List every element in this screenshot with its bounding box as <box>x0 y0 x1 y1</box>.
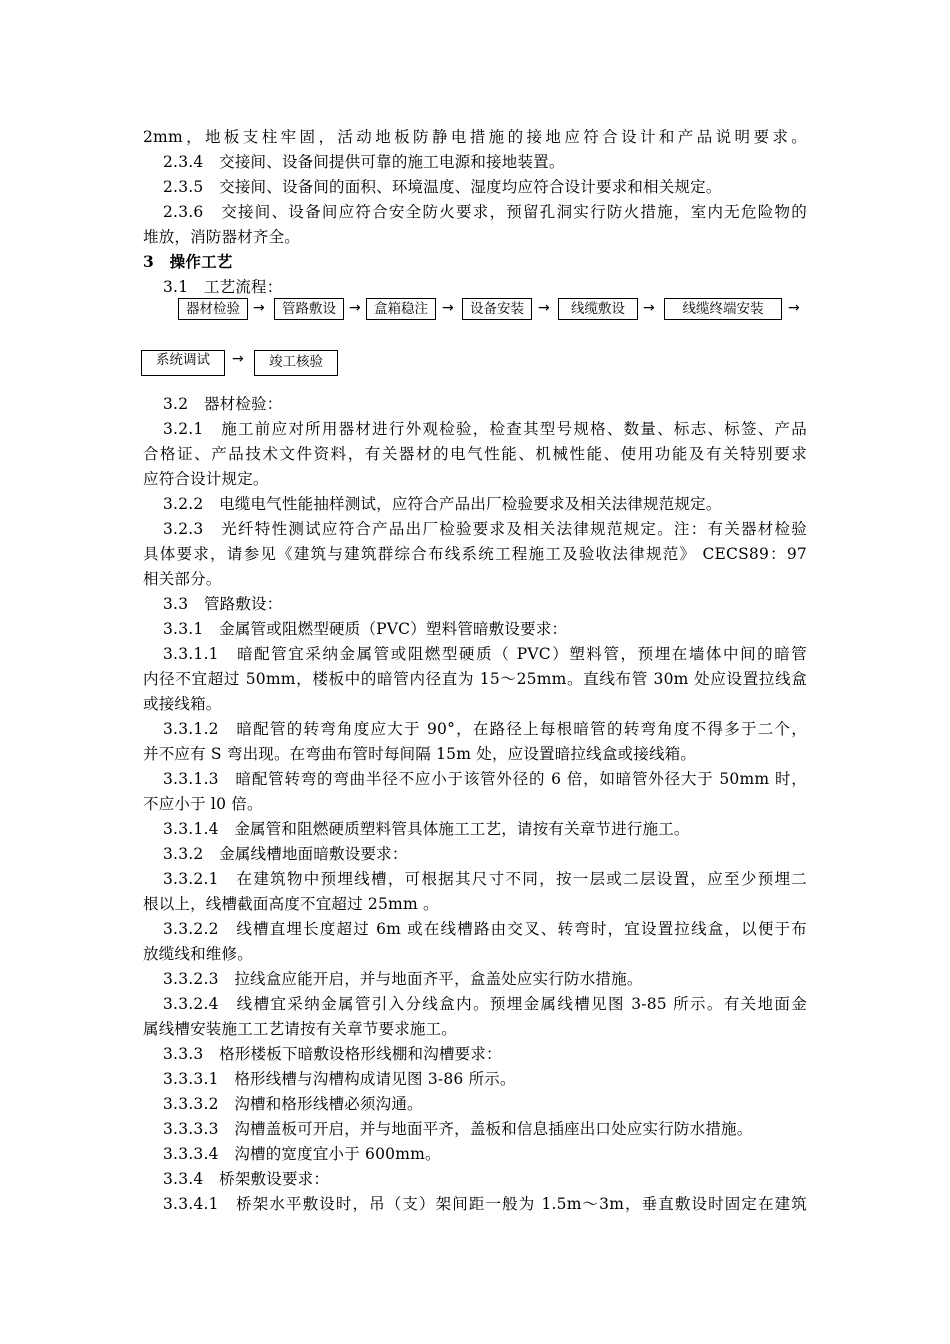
text-line: 3.3 管路敷设： <box>163 595 283 613</box>
text-line: 3.2.2 电缆电气性能抽样测试，应符合产品出厂检验要求及相关法律规范规定。 <box>163 495 722 513</box>
flow-step-box: 管路敷设 <box>274 298 344 320</box>
text-line: 3.3.1.2 暗配管的转弯角度应大于 90°，在路径上每根暗管的转弯角度不得多于二个， <box>163 720 807 738</box>
text-line: 并不应有 S 弯出现。在弯曲布管时每间隔 15m 处，应设置暗拉线盒或接线箱。 <box>143 745 697 763</box>
text-line: 3.3.1.1 暗配管宜采纳金属管或阻燃型硬质（ PVC）塑料管，预埋在墙体中间的暗管 <box>163 645 807 663</box>
text-line: 堆放，消防器材齐全。 <box>143 228 301 246</box>
text-line: 3.3.1 金属管或阻燃型硬质（PVC）塑料管暗敷设要求： <box>163 620 568 638</box>
text-line: 3.1 工艺流程： <box>163 278 283 296</box>
text-line: 具体要求，请参见《建筑与建筑群综合布线系统工程施工及验收法律规范》 CECS89：97 <box>143 545 807 563</box>
section-heading: 3 操作工艺 <box>143 252 233 271</box>
text-line: 3.2.1 施工前应对所用器材进行外观检验，检查其型号规格、数量、标志、标签、产品 <box>163 420 807 438</box>
flow-arrow-icon: → <box>643 300 655 316</box>
flow-step-box: 竣工核验 <box>254 350 338 376</box>
text-line: 放缆线和维修。 <box>143 945 253 963</box>
flow-step-box: 系统调试 <box>141 350 225 376</box>
text-line: 应符合设计规定。 <box>143 470 269 488</box>
text-line: 3.3.3.4 沟槽的宽度宜小于 600mm。 <box>163 1145 441 1163</box>
flow-step-box: 器材检验 <box>178 298 248 320</box>
text-line: 或接线箱。 <box>143 695 222 713</box>
flow-arrow-icon: → <box>788 300 800 316</box>
flow-arrow-icon: → <box>442 300 454 316</box>
text-line: 合格证、产品技术文件资料，有关器材的电气性能、机械性能、使用功能及有关特别要求 <box>143 445 807 463</box>
text-line: 2.3.4 交接间、设备间提供可靠的施工电源和接地装置。 <box>163 153 565 171</box>
text-line: 3.3.3.1 格形线槽与沟槽构成请见图 3-86 所示。 <box>163 1070 516 1088</box>
text-line: 3.3.4 桥架敷设要求： <box>163 1170 330 1188</box>
flow-step-box: 线缆敷设 <box>558 298 638 320</box>
text-line: 不应小于 l0 倍。 <box>143 795 263 813</box>
text-line: 3.3.4.1 桥架水平敷设时，吊（支）架间距一般为 1.5m～3m，垂直敷设时固定在建筑 <box>163 1195 807 1213</box>
text-line: 3.3.2 金属线槽地面暗敷设要求： <box>163 845 408 863</box>
flow-arrow-icon: → <box>349 300 361 316</box>
text-line: 属线槽安装施工工艺请按有关章节要求施工。 <box>143 1020 458 1038</box>
text-line: 3.3.2.4 线槽宜采纳金属管引入分线盒内。预埋金属线槽见图 3-85 所示。有关地面金 <box>163 995 807 1013</box>
text-line: 2mm，地板支柱牢固，活动地板防静电措施的接地应符合设计和产品说明要求。 <box>143 128 807 146</box>
flow-step-box: 盒箱稳注 <box>366 298 436 320</box>
text-line: 3.3.3.3 沟槽盖板可开启，并与地面平齐，盖板和信息插座出口处应实行防水措施。 <box>163 1120 753 1138</box>
flow-arrow-icon: → <box>538 300 550 316</box>
text-line: 3.2 器材检验： <box>163 395 283 413</box>
text-line: 3.3.3.2 沟槽和格形线槽必须沟通。 <box>163 1095 423 1113</box>
text-line: 3.3.1.4 金属管和阻燃硬质塑料管具体施工工艺，请按有关章节进行施工。 <box>163 820 690 838</box>
text-line: 3.2.3 光纤特性测试应符合产品出厂检验要求及相关法律规范规定。注：有关器材检验 <box>163 520 807 538</box>
text-line: 2.3.6 交接间、设备间应符合安全防火要求，预留孔洞实行防火措施，室内无危险物的 <box>163 203 807 221</box>
text-line: 3.3.3 格形楼板下暗敷设格形线棚和沟槽要求： <box>163 1045 502 1063</box>
text-line: 内径不宜超过 50mm，楼板中的暗管内径直为 15～25mm。直线布管 30m 处应设置拉线盒 <box>143 670 807 688</box>
text-line: 3.3.2.1 在建筑物中预埋线槽，可根据其尺寸不同，按一层或二层设置，应至少预埋二 <box>163 870 807 888</box>
text-line: 3.3.2.2 线槽直埋长度超过 6m 或在线槽路由交叉、转弯时，宜设置拉线盒，以便于布 <box>163 920 807 938</box>
text-line: 3.3.1.3 暗配管转弯的弯曲半径不应小于该管外径的 6 倍，如暗管外径大于 50mm 时， <box>163 770 807 788</box>
text-line: 3.3.2.3 拉线盒应能开启，并与地面齐平，盒盖处应实行防水措施。 <box>163 970 643 988</box>
text-line: 相关部分。 <box>143 570 222 588</box>
flow-step-box: 设备安装 <box>462 298 532 320</box>
flow-arrow-icon: → <box>232 351 244 367</box>
text-line: 2.3.5 交接间、设备间的面积、环境温度、湿度均应符合设计要求和相关规定。 <box>163 178 722 196</box>
text-line: 根以上，线槽截面高度不宜超过 25mm 。 <box>143 895 439 913</box>
flow-step-box: 线缆终端安装 <box>664 298 782 320</box>
flow-arrow-icon: → <box>253 300 265 316</box>
